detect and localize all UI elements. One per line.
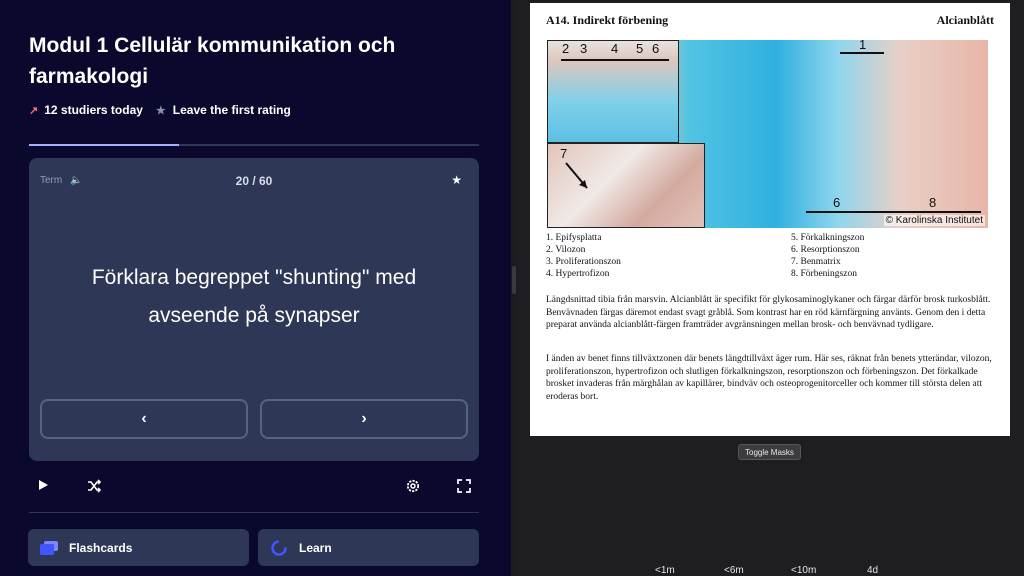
micrograph-label: 7 [560,146,568,161]
interval-label[interactable]: <6m [724,565,744,576]
doc-stain: Alcianblått [936,13,994,27]
document-page [530,3,1010,436]
zone-bar [561,59,669,61]
next-button[interactable] [260,399,468,439]
mode-label: Flashcards [69,540,133,555]
legend-item: 5. Förkalkningszon [791,233,865,243]
legend-item: 3. Proliferationszon [546,257,621,267]
interval-label[interactable]: <1m [655,565,675,576]
micrograph-label: 1 [859,40,867,52]
micrograph-image [547,40,988,228]
play-icon[interactable] [36,478,50,496]
micrograph-label: 5 [636,41,644,56]
section-divider [29,512,479,513]
rating-link[interactable]: Leave the first rating [172,103,291,117]
trending-icon: ↗ [29,104,39,117]
legend-item: 8. Förbeningszon [791,269,857,279]
progress-fill [29,144,179,146]
micrograph-label: 2 [562,41,570,56]
card-question: Förklara begreppet "shunting" med avseende på synapser [91,266,417,327]
interval-label[interactable]: <10m [791,565,817,576]
micrograph-label: 6 [833,195,841,210]
flashcards-icon [39,540,59,556]
arrow-pointer-icon [563,161,593,193]
chevron-left-icon: ‹ [141,410,147,427]
legend-item: 7. Benmatrix [791,257,841,267]
micrograph-label: 8 [929,195,937,210]
mode-flashcards-button[interactable] [28,529,249,566]
zone-bar [840,52,884,54]
splitter-handle[interactable] [512,266,516,294]
card-counter: 20 / 60 [235,174,273,188]
micrograph-label: 4 [611,41,619,56]
fullscreen-icon[interactable] [456,478,472,498]
legend-item: 1. Epifysplatta [546,233,602,243]
interval-label[interactable]: 4d [867,565,879,576]
chevron-right-icon: › [361,410,367,427]
micrograph-label: 3 [580,41,588,56]
previous-button[interactable] [40,399,248,439]
term-label: Term [40,175,63,186]
legend-item: 4. Hypertrofizon [546,269,610,279]
micrograph-label: 6 [652,41,660,56]
flashcard[interactable] [29,158,479,461]
toggle-masks-button[interactable]: Toggle Masks [738,444,801,460]
set-meta [29,103,291,117]
shuffle-icon[interactable] [86,478,102,498]
rating-star-icon: ★ [155,104,166,117]
star-icon[interactable]: ★ [451,173,462,187]
legend-item: 2. Vilozon [546,245,586,255]
mode-learn-button[interactable] [258,529,479,566]
legend-item: 6. Resorptionszon [791,245,860,255]
speaker-icon[interactable]: 🔈 [70,175,83,186]
document-pane [517,0,1024,576]
doc-title: A14. Indirekt förbening [546,13,669,27]
doc-paragraph: Längdsnittad tibia från marsvin. Alcianblått är specifikt för glykosaminoglykaner och färgar därför brosk turkosblått. Benvävnaden färgas däremot endast svagt gråblå. Som kontrast har en röd kärnfärgning använts. Genom den i detta preparat använda alcianblått-färgen framträder avgränsningen mellan brosk- och benvävnad tydligare. [546,295,991,330]
doc-paragraph: I änden av benet finns tillväxtzonen där benets längdtillväxt äger rum. Här ses, räknat från benets ytterändar, vilozon, proliferationszon, hypertrofizon och slutligen förkalkningszon, resorptionszon och förbeningszon. Det förkalkade brosket invaderas från märghålan av kapillärer, bindväv och osteoprogenitorceller och kommer till största delen att eroderas bort. [546,354,992,402]
image-copyright: © Karolinska Institutet [885,215,983,226]
micrograph-legend [546,232,996,280]
settings-gear-icon[interactable] [405,478,421,498]
studiers-count: 12 studiers today [44,103,143,117]
mode-label: Learn [299,540,332,555]
zone-bar [806,211,981,213]
learn-icon [269,540,289,556]
set-title: Modul 1 Cellulär kommunikation och farmakologi [29,34,396,88]
